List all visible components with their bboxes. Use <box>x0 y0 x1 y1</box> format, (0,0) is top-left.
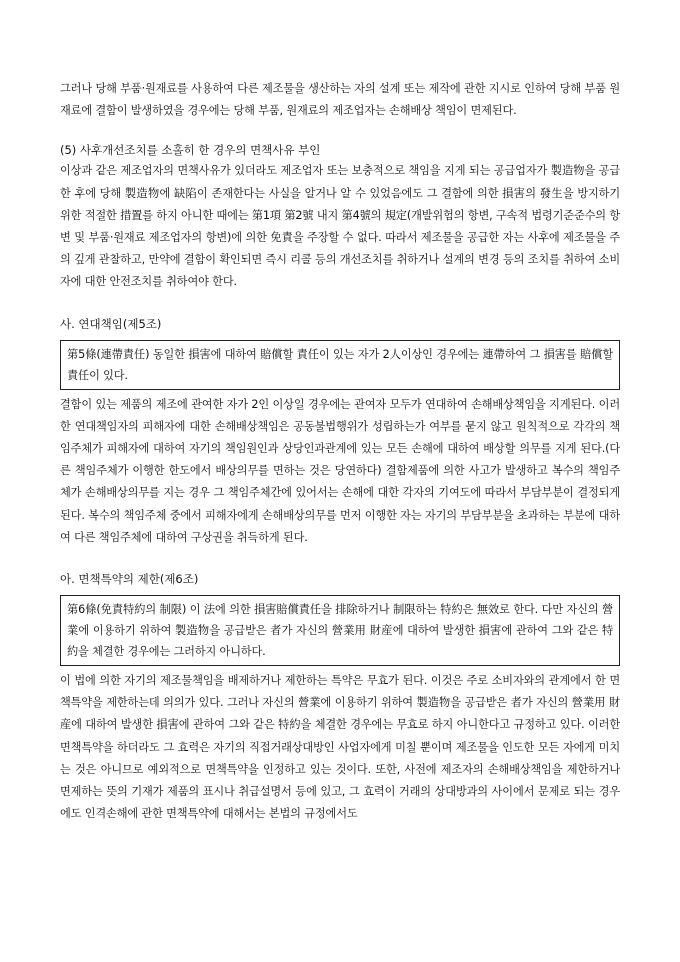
paragraph-post-remedy: 이상과 같은 제조업자의 면책사유가 있더라도 제조업자 또는 보충적으로 책임을 지게 되는 공급업자가 製造物을 공급한 후에 당해 製造物에 缺陷이 존재한다는 사실을 알거나 알 수 있었음에도 그 결함에 의한 損害의 發生을 방지하기 위한 적절한 措置를 하지 아니한 때에는 第1項 第2號 내지 第4號의 規定(개발위험의 항변, 구속적 법령기준준수의 항변 및 부품·원재료 제조업자의 항변)에 의한 免責을 주장할 수 없다. 따라서 제조물을 공급한 자는 사후에 제조물을 주의 깊게 관찰하고, 만약에 결함이 확인되면 즉시 리콜 등의 개선조치를 취하거나 설계의 변경 등의 조치를 취하여 소비자에 대한 안전조치를 취하여야 한다. <box>60 164 620 289</box>
article-5-box <box>60 340 620 390</box>
article-5-text: 第5條(連帶責任) 동일한 損害에 대하여 賠償할 責任이 있는 자가 2人이상인 경우에는 連帶하여 그 損害를 賠償할 責任이 있다. <box>67 347 613 382</box>
section-heading-joint-liability: 사. 연대책임(제5조) <box>60 316 162 331</box>
paragraph-exemption-limit: 이 법에 의한 자기의 제조물책임을 배제하거나 제한하는 특약은 무효가 된다. 이것은 주로 소비자와의 관계에서 한 면책특약을 제한하는데 의의가 있다. 그러나 자신의 營業에 이용하기 위하여 製造物을 공급받은 者가 자신의 營業用 財産에 대하여 발생한 損害에 관하여 그와 같은 特約을 체결한 경우에는 무효로 하지 아니한다고 규정하고 있다. 이러한 면책특약을 하더라도 그 효력은 자기의 직접거래상대방인 사업자에게 미칠 뿐이며 제조물을 인도한 모든 자에게 미치는 것은 아니므로 예외적으로 면책특약을 인정하고 있는 것이다. 또한, 사전에 제조자의 손해배상책임을 제한하거나 면제하는 뜻의 기재가 제품의 표시나 취급설명서 등에 있고, 그 효력이 거래의 상대방과의 사이에서 문제로 되는 경우에도 인격손해에 관한 면책특약에 대해서는 본법의 규정에서도 <box>60 674 620 821</box>
article-6-box <box>60 595 620 666</box>
section-heading-5: (5) 사후개선조치를 소홀히 한 경우의 면책사유 부인 <box>60 143 321 158</box>
section-heading-exemption-limit: 아. 면책특약의 제한(제6조) <box>60 572 199 587</box>
document-page <box>60 78 620 825</box>
paragraph-parts-liability: 그러나 당해 부품·원재료를 사용하여 다른 제조물을 생산하는 자의 설계 또는 제작에 관한 지시로 인하여 당해 부품 원재료에 결함이 발생하였을 경우에는 당해 부품, 원재료의 제조업자는 손해배상 책임이 면제된다. <box>60 82 620 118</box>
article-6-text: 第6條(免責特約의 制限) 이 法에 의한 損害賠償責任을 排除하거나 制限하는 特約은 無效로 한다. 다만 자신의 營業에 이용하기 위하여 製造物을 공급받은 者가 자신의 營業用 財産에 대하여 발생한 損害에 관하여 그와 같은 特約을 체결한 경우에는 그러하지 아니하다. <box>67 603 613 659</box>
paragraph-joint-liability: 결함이 있는 제품의 제조에 관여한 자가 2인 이상일 경우에는 관여자 모두가 연대하여 손해배상책임을 지게된다. 이러한 연대책임자의 피해자에 대한 손해배상책임은 공동불법행위가 성립하는가 여부를 묻지 않고 원칙적으로 각각의 책임주체가 피해자에 대하여 자기의 책임원인과 상당인과관계에 있는 모든 손해에 대하여 배상할 의무를 지게 된다.(다른 책임주체가 이행한 한도에서 배상의무를 면하는 것은 당연하다) 결함제품에 의한 사고가 발생하고 복수의 책임주체가 손해배상의무를 지는 경우 그 책임주체간에 있어서는 손해에 대한 각자의 기여도에 따라서 부담부분이 결정되게 된다. 복수의 책임주체 중에서 피해자에게 손해배상의무를 먼저 이행한 자는 자기의 부담부분을 초과하는 부분에 대하여 다른 책임주체에 대하여 구상권을 취득하게 된다. <box>60 397 620 544</box>
